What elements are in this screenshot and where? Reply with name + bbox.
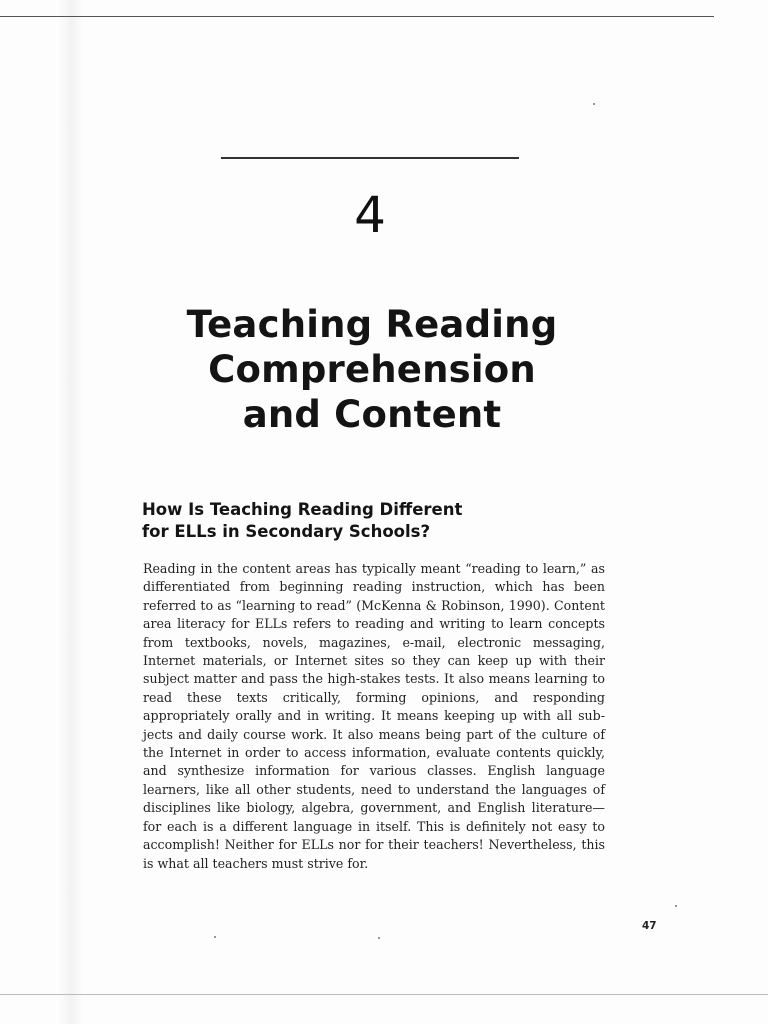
chapter-title-line-1: Teaching Reading xyxy=(186,303,558,346)
bottom-scan-edge-rule xyxy=(0,994,768,995)
top-scan-edge-rule xyxy=(0,16,714,17)
section-heading-line-1: How Is Teaching Reading Different xyxy=(142,500,463,519)
chapter-rule xyxy=(221,157,519,159)
scan-speck xyxy=(214,936,216,938)
scan-speck xyxy=(593,103,595,105)
section-heading-line-2: for ELLs in Secondary Schools? xyxy=(142,522,431,541)
scan-shadow xyxy=(58,0,84,1024)
chapter-title-line-2: Comprehension xyxy=(208,348,536,391)
chapter-title xyxy=(140,302,604,437)
scan-speck xyxy=(675,905,677,907)
body-paragraph: Reading in the content areas has typically meant “reading to learn,” as differentiated from beginning reading instruction, which has been referred to as “learning to read” (McKenna & Robinson, 1990). Content area literacy for ELLs refers to reading and writing to learn concepts from textbooks, novels, magazines, e-mail, electronic messaging, Internet materials, or Internet sites so they can keep up with their subject matter and pass the high-stakes tests. It also means learning to read these texts critically, forming opinions, and responding appropriately orally and in writing. It means keeping up with all subjects and daily course work. It also means being part of the culture of the Internet in order to access information, evaluate contents quickly, and synthesize information for various classes. English language learners, like all other students, need to understand the languages of disciplines like biology, algebra, government, and English literature—for each is a different language in itself. This is definitely not easy to accomplish! Neither for ELLs nor for their teachers! Nevertheless, this is what all teachers must strive for. xyxy=(143,561,605,871)
scan-speck xyxy=(378,937,380,939)
chapter-number: 4 xyxy=(354,186,386,244)
section-heading xyxy=(142,499,562,543)
chapter-title-line-3: and Content xyxy=(242,393,502,436)
page-number: 47 xyxy=(642,920,657,932)
